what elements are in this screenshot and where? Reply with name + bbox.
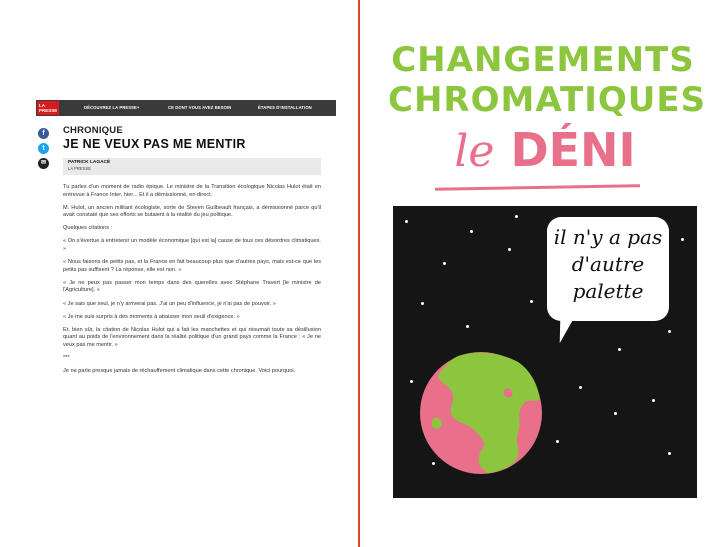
star	[668, 330, 671, 333]
article-headline: JE NE VEUX PAS ME MENTIR	[63, 137, 246, 151]
paragraph: Je ne parle presque jamais de réchauffement climatique dans cette chronique. Voici pourquoi.	[63, 368, 296, 375]
author-source: LA PRESSE	[68, 166, 92, 171]
subtitle-le: le	[454, 126, 495, 177]
article-kicker: CHRONIQUE	[63, 125, 123, 136]
paragraph: Et, bien sûr, la citation de Nicolas Hulot qui a fait les manchettes et qui résumait toute sa désillusion quant au poids de l'environnement dans la réalité politique d'un grand pays comme la France : « Je ne veux pas me mentir. »	[63, 326, 321, 348]
comic-title-line-2: CHROMATIQUES	[388, 80, 707, 120]
article-body	[63, 184, 321, 381]
star	[618, 348, 621, 351]
paragraph: M. Hulot, un ancien militant écologiste, sorte de Steven Guilbeault français, a démissionné parce qu'il avait constaté que ses efforts se butaient à la réalité du jeu politique.	[63, 204, 321, 219]
nav-item-decouvrez[interactable]: DÉCOUVREZ LA PRESSE+	[84, 105, 140, 110]
bubble-line: d'autre	[571, 252, 645, 276]
paragraph: ***	[63, 355, 70, 361]
paragraph: « On s'évertue à entretenir un modèle économique [qui est la] cause de tous ces désordres climatiques. »	[63, 238, 321, 253]
la-presse-logo[interactable]: LA PRESSE	[39, 103, 58, 113]
star	[410, 380, 413, 383]
author-box	[63, 158, 321, 175]
star	[515, 215, 518, 218]
nav-item-besoin[interactable]: CE DONT VOUS AVEZ BESOIN	[168, 105, 232, 110]
star	[579, 386, 582, 389]
speech-bubble-text	[547, 224, 669, 305]
star	[470, 230, 473, 233]
bubble-line: il n'y a pas	[553, 225, 663, 249]
nav-item-installation[interactable]: ÉTAPES D'INSTALLATION	[258, 105, 312, 110]
star	[614, 412, 617, 415]
facebook-icon[interactable]: f	[38, 128, 49, 139]
star	[405, 220, 408, 223]
star	[508, 248, 511, 251]
nav-bar	[36, 100, 336, 116]
twitter-icon[interactable]: t	[38, 143, 49, 154]
paragraph: « Je sais que seul, je n'y arriverai pas. J'ai un peu d'influence, je n'ai pas de pouvoir. »	[63, 300, 276, 307]
paragraph: Tu parles d'un moment de radio épique. Le ministre de la Transition écologique Nicolas Hulot était en entrevue à France Inter, hier... Et il a démissionné, en direct.	[63, 184, 321, 198]
earth-illustration	[418, 350, 544, 476]
star	[530, 300, 533, 303]
subtitle-deni: DÉNI	[510, 123, 636, 177]
star	[668, 452, 671, 455]
star	[443, 262, 446, 265]
author-name[interactable]: PATRICK LAGACÉ	[68, 160, 111, 165]
star	[681, 238, 684, 241]
vertical-divider	[358, 0, 360, 547]
email-icon[interactable]: ✉	[38, 158, 49, 169]
paragraph: « Je me suis surpris à des moments à abaisser mon seuil d'exigence. »	[63, 313, 240, 320]
paragraph: « Je ne peux pas passer mon temps dans des querelles avec Stéphane Travert [le ministre de l'Agriculture]. »	[63, 279, 321, 294]
star	[556, 440, 559, 443]
paragraph: « Nous faisons de petits pas, et la France en fait beaucoup plus que d'autres pays, mais est-ce que les petits pas suffisent ? La réponse, elle est non. »	[63, 259, 321, 273]
subtitle-underline	[435, 184, 640, 191]
comic-subtitle	[440, 125, 650, 177]
star	[466, 325, 469, 328]
star	[652, 399, 655, 402]
article-screenshot	[36, 100, 336, 430]
comic-title-line-1: CHANGEMENTS	[391, 40, 695, 80]
star	[421, 302, 424, 305]
paragraph: Quelques citations :	[63, 225, 113, 232]
bubble-line: palette	[572, 279, 644, 303]
